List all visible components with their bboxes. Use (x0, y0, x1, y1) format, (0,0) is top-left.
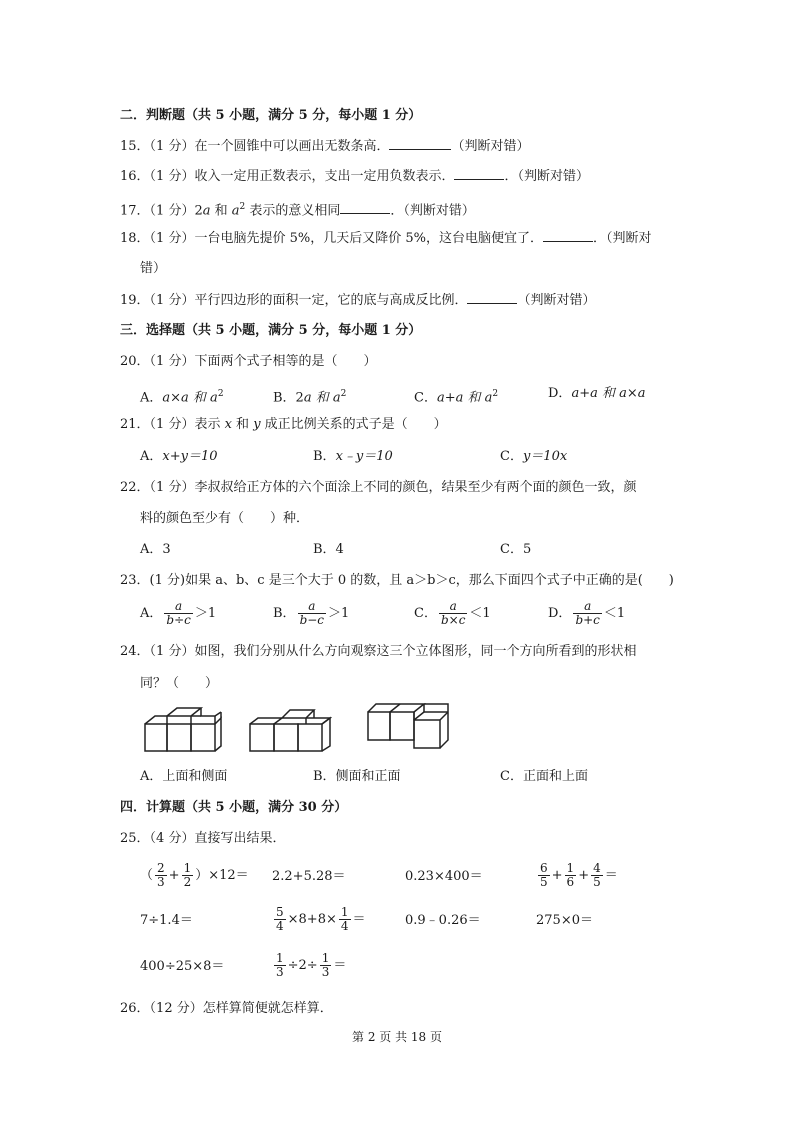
fraction: $\frac{a}{b-c}$ (299, 599, 325, 627)
calc-expression-7: 0.9﹣0.26＝ (405, 913, 481, 928)
question-23: 23．(1 分)如果 a、b、c 是三个大于 0 的数，且 a＞b＞c，那么下面四个式子中正确的是( ) (120, 573, 674, 588)
q24-option-c[interactable]: C．正面和上面 (500, 769, 588, 784)
solid-figure-1 (143, 706, 223, 752)
calc-expression-1: （ $\frac{2}{3}$ + $\frac{1}{2}$ ）×12＝ (140, 861, 249, 889)
question-19: 19．（1 分）平行四边形的面积一定，它的底与高成反比例． （判断对错） (120, 293, 596, 308)
q21-option-a[interactable]: A．x+y＝10 (140, 449, 218, 464)
calc-expression-5: 7÷1.4＝ (140, 913, 193, 928)
question-22-cont: 料的颜色至少有（ ）种． (140, 511, 310, 526)
q22-option-c[interactable]: C．5 (500, 542, 532, 557)
calc-expression-8: 275×0＝ (536, 913, 593, 928)
answer-blank[interactable] (340, 201, 390, 214)
answer-blank[interactable] (467, 291, 517, 304)
q20-option-c[interactable]: C．a+a 和 $a^2$ (414, 389, 499, 406)
question-18: 18．（1 分）一台电脑先提价 5%，几天后又降价 5%，这台电脑便宜了． ．（判断对 (120, 231, 652, 246)
q24-option-a[interactable]: A．上面和侧面 (140, 769, 228, 784)
question-22: 22．（1 分）李叔叔给正方体的六个面涂上不同的颜色，结果至少有两个面的颜色一致，颜 (120, 480, 637, 495)
question-17: 17．（1 分）2a 和 $a^2$ 表示的意义相同 ．（判断对错） (120, 202, 475, 219)
fraction: $\frac{a}{b+c}$ (575, 599, 600, 627)
solid-figure-2 (248, 706, 332, 752)
calc-expression-6: $\frac{5}{4}$ ×8+8× $\frac{1}{4}$ ＝ (276, 905, 366, 933)
calc-expression-2: 2.2+5.28＝ (272, 869, 346, 884)
answer-blank[interactable] (389, 137, 451, 150)
question-21: 21．（1 分）表示 x 和 y 成正比例关系的式子是（ ） (120, 417, 447, 432)
q23-option-a[interactable]: A． $\frac{a}{b\div c}$ ＞1 (140, 599, 217, 627)
question-16: 16．（1 分）收入一定用正数表示，支出一定用负数表示． ．（判断对错） (120, 169, 589, 184)
q21-option-c[interactable]: C．y＝10x (500, 449, 568, 464)
question-24: 24．（1 分）如图，我们分别从什么方向观察这三个立体图形，同一个方向所看到的形状相 (120, 644, 637, 659)
fraction: $\frac{a}{b\div c}$ (166, 599, 191, 627)
solid-figure-3 (366, 700, 450, 752)
question-20: 20．（1 分）下面两个式子相等的是（ ） (120, 354, 377, 369)
question-24-cont: 同？（ ） (140, 676, 219, 691)
calc-expression-3: 0.23×400＝ (405, 869, 483, 884)
answer-blank[interactable] (454, 167, 504, 180)
fraction: $\frac{a}{b\times c}$ (440, 599, 466, 627)
question-25: 25．（4 分）直接写出结果． (120, 831, 286, 846)
question-18-cont: 错） (140, 261, 167, 276)
q20-option-b[interactable]: B．2a 和 $a^2$ (273, 389, 347, 406)
page-footer: 第 2 页 共 18 页 (352, 1030, 442, 1044)
q23-option-d[interactable]: D． $\frac{a}{b+c}$ ＜1 (548, 599, 626, 627)
q23-option-c[interactable]: C． $\frac{a}{b\times c}$ ＜1 (414, 599, 491, 627)
calc-expression-4: $\frac{6}{5}$ + $\frac{1}{6}$ + $\frac{4}{5}$ ＝ (540, 861, 618, 889)
section-title-choice: 三．选择题（共 5 小题，满分 5 分，每小题 1 分） (120, 323, 422, 338)
calc-expression-10: $\frac{1}{3}$ ÷2÷ $\frac{1}{3}$ ＝ (276, 951, 347, 979)
q22-option-b[interactable]: B．4 (313, 542, 344, 557)
question-15: 15．（1 分）在一个圆锥中可以画出无数条高． （判断对错） (120, 139, 530, 154)
question-26: 26．（12 分）怎样算简便就怎样算． (120, 1001, 333, 1016)
q24-option-b[interactable]: B．侧面和正面 (313, 769, 401, 784)
q20-option-a[interactable]: A．a×a 和 $a^2$ (140, 389, 224, 406)
section-title-calculation: 四．计算题（共 5 小题，满分 30 分） (120, 800, 348, 815)
q23-option-b[interactable]: B． $\frac{a}{b-c}$ ＞1 (273, 599, 350, 627)
q21-option-b[interactable]: B．x﹣y＝10 (313, 449, 393, 464)
calc-expression-9: 400÷25×8＝ (140, 959, 225, 974)
q22-option-a[interactable]: A．3 (140, 542, 171, 557)
section-title-judgement: 二．判断题（共 5 小题，满分 5 分，每小题 1 分） (120, 108, 422, 123)
answer-blank[interactable] (543, 229, 593, 242)
q20-option-d[interactable]: D．a+a 和 a×a (548, 386, 646, 401)
